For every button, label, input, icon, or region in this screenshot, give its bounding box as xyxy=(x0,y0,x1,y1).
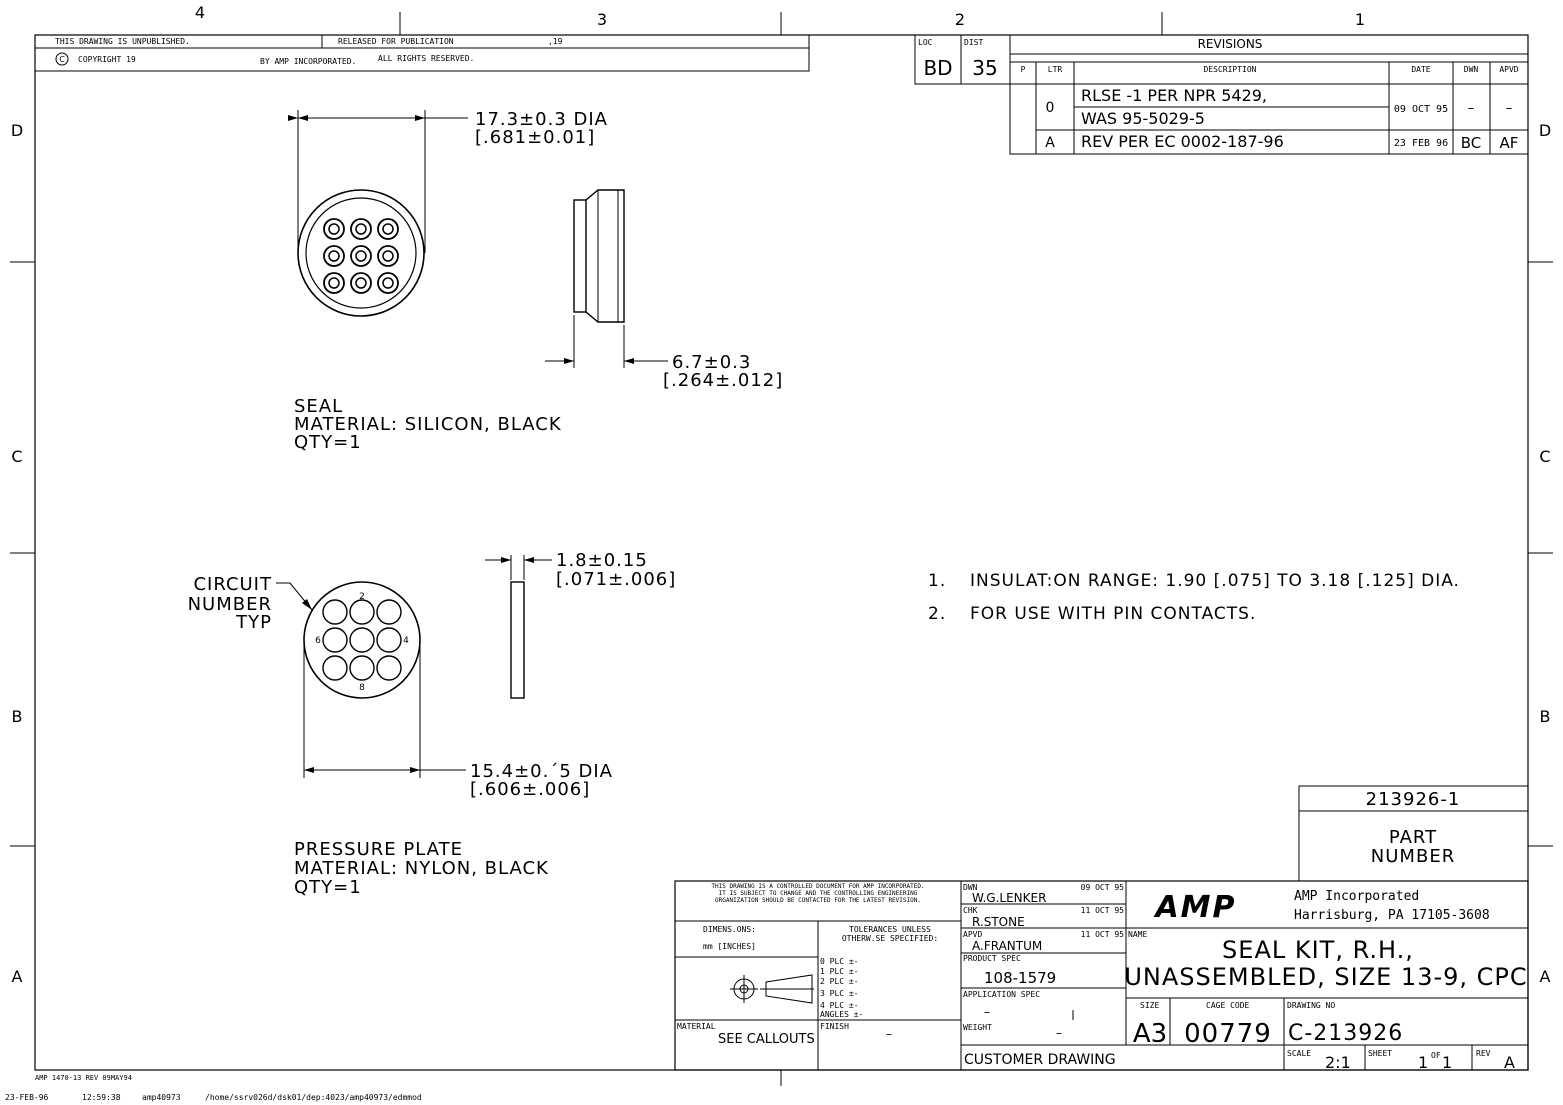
sheet-value: 1 xyxy=(1418,1053,1429,1072)
zone-top-3: 3 xyxy=(596,10,608,29)
seal-diameter-in: [.681±0.01] xyxy=(475,127,596,148)
seal-thickness-mm: 6.7±0.3 xyxy=(672,352,752,373)
dwn-date: 09 OCT 95 xyxy=(1080,883,1124,892)
form-number: AMP 1470-13 REV 09MAY94 xyxy=(35,1074,132,1082)
seal-diameter-mm: 17.3±0.3 DIA xyxy=(475,109,608,130)
circuit-number-label: 2 xyxy=(359,592,365,602)
scale-value: 2:1 xyxy=(1325,1053,1351,1072)
material-value: SEE CALLOUTS xyxy=(718,1032,815,1047)
product-spec-label: PRODUCT SPEC xyxy=(963,954,1021,963)
zone-left-c: C xyxy=(11,447,23,466)
plot-user: amp40973 xyxy=(142,1093,181,1102)
customer-drawing: CUSTOMER DRAWING xyxy=(964,1052,1116,1068)
seal-name: SEAL xyxy=(294,396,344,417)
weight-label: WEIGHT xyxy=(963,1023,992,1032)
drawing-no-value: C-213926 xyxy=(1288,1021,1404,1046)
tolerance-heading: OTHERW.SE SPECIFIED: xyxy=(841,934,939,943)
third-angle-projection-symbol xyxy=(730,975,814,1003)
rev-col-date: DATE xyxy=(1411,65,1431,74)
zone-top-2: 2 xyxy=(954,10,966,29)
loc-value: BD xyxy=(923,56,953,80)
dwn-label: DWN xyxy=(963,883,978,892)
seal-front-view xyxy=(298,110,468,316)
rev-row-desc: RLSE -1 PER NPR 5429, xyxy=(1081,86,1268,105)
circuit-number-label: 4 xyxy=(403,636,409,646)
rev-row-dwn: BC xyxy=(1460,134,1482,152)
finish-value: – xyxy=(886,1027,892,1041)
of-label: OF xyxy=(1431,1051,1441,1060)
zone-top-4: 4 xyxy=(194,3,206,22)
zone-left-a: A xyxy=(11,967,23,986)
dist-value: 35 xyxy=(972,56,998,80)
circuit-number-label: 8 xyxy=(359,683,365,693)
weight-value: – xyxy=(1056,1026,1062,1040)
chk-date: 11 OCT 95 xyxy=(1080,906,1124,915)
cage-code-label: CAGE CODE xyxy=(1206,1001,1250,1010)
zone-right-d: D xyxy=(1538,121,1552,140)
finish-label: FINISH xyxy=(820,1022,849,1031)
rev-row-date: 09 OCT 95 xyxy=(1393,104,1449,115)
rev-col-p: P xyxy=(1020,65,1026,74)
by-amp-text: BY AMP INCORPORATED. xyxy=(260,57,357,66)
seal-thickness-in: [.264±.012] xyxy=(663,370,784,391)
tolerance-row: ANGLES ±- xyxy=(820,1010,864,1019)
dimensions-label: DIMENS.ONS: xyxy=(703,925,756,934)
plate-diameter-in: [.606±.006] xyxy=(470,779,591,800)
plot-date: 23-FEB-96 xyxy=(5,1093,49,1102)
plate-front-view xyxy=(276,582,466,778)
part-number-label: NUMBER xyxy=(1370,846,1456,867)
apvd-label: APVD xyxy=(963,930,983,939)
rev-col-description: DESCRIPTION xyxy=(1203,65,1257,74)
plot-time: 12:59:38 xyxy=(82,1093,121,1102)
circuit-callout: CIRCUIT xyxy=(193,574,272,595)
circuit-number-label: 6 xyxy=(315,636,321,646)
note-text: FOR USE WITH PIN CONTACTS. xyxy=(970,604,1257,624)
tolerance-row: 4 PLC ±- xyxy=(820,1001,859,1010)
of-value: 1 xyxy=(1442,1053,1453,1072)
seal-side-view xyxy=(545,190,668,368)
zone-right-b: B xyxy=(1539,707,1551,726)
apvd-date: 11 OCT 95 xyxy=(1080,930,1124,939)
control-note: IT IS SUBJECT TO CHANGE AND THE CONTROLLING ENGINEERING xyxy=(718,890,918,897)
plate-side-view xyxy=(485,555,552,698)
rev-row-dwn: – xyxy=(1467,101,1475,116)
zone-top-1: 1 xyxy=(1354,10,1366,29)
rev-col-dwn: DWN xyxy=(1463,65,1479,74)
part-number-label: PART xyxy=(1388,827,1438,848)
scale-label: SCALE xyxy=(1287,1049,1312,1058)
rev-row-ltr: 0 xyxy=(1045,100,1055,116)
sheet-label: SHEET xyxy=(1368,1049,1393,1058)
zone-left-b: B xyxy=(11,707,23,726)
drawing-no-label: DRAWING NO xyxy=(1287,1001,1336,1010)
rev-value: A xyxy=(1504,1053,1515,1072)
plate-material: MATERIAL: NYLON, BLACK xyxy=(294,858,549,879)
tolerance-row: 3 PLC ±- xyxy=(820,989,859,998)
seal-holes xyxy=(324,219,398,293)
rev-col-apvd: APVD xyxy=(1499,65,1519,74)
material-label: MATERIAL xyxy=(677,1022,716,1031)
note-text: INSULAT:ON RANGE: 1.90 [.075] TO 3.18 [.125] DIA. xyxy=(970,571,1460,591)
application-spec-value: – xyxy=(984,1005,990,1019)
cage-code-value: 00779 xyxy=(1184,1019,1272,1049)
chk-label: CHK xyxy=(963,906,978,915)
note-number: 2. xyxy=(928,604,947,624)
revisions-title: REVISIONS xyxy=(1197,37,1263,51)
control-note: ORGANIZATION SHOULD BE CONTACTED FOR THE LATEST REVISION. xyxy=(715,897,921,904)
plate-name: PRESSURE PLATE xyxy=(294,839,463,860)
tolerance-row: 2 PLC ±- xyxy=(820,977,859,986)
rev-row-desc: REV PER EC 0002-187-96 xyxy=(1081,132,1284,151)
dist-label: DIST xyxy=(964,38,984,47)
unpublished-text: THIS DRAWING IS UNPUBLISHED. xyxy=(55,37,190,46)
plate-thickness-mm: 1.8±0.15 xyxy=(556,550,648,571)
circuit-callout: TYP xyxy=(236,612,272,633)
released-text: RELEASED FOR PUBLICATION xyxy=(338,37,454,46)
drawing-title: SEAL KIT, R.H., xyxy=(1222,936,1414,964)
company-address: Harrisburg, PA 17105-3608 xyxy=(1294,908,1490,923)
plate-qty: QTY=1 xyxy=(294,877,362,898)
name-label: NAME xyxy=(1128,930,1148,939)
size-value: A3 xyxy=(1132,1019,1168,1049)
amp-logo: AMP xyxy=(1155,890,1237,925)
copyright-symbol: C xyxy=(59,55,65,64)
seal-qty: QTY=1 xyxy=(294,432,362,453)
rights-text: ALL RIGHTS RESERVED. xyxy=(378,54,475,63)
plate-thickness-in: [.071±.006] xyxy=(556,569,677,590)
zone-right-c: C xyxy=(1539,447,1551,466)
dimensions-units: mm [INCHES] xyxy=(703,942,756,951)
drawing-title: UNASSEMBLED, SIZE 13-9, CPC xyxy=(1124,963,1528,991)
loc-label: LOC xyxy=(918,38,933,47)
control-note: THIS DRAWING IS A CONTROLLED DOCUMENT FOR AMP INCORPORATED. xyxy=(711,883,925,890)
part-number-value: 213926-1 xyxy=(1365,789,1461,810)
rev-row-apvd: AF xyxy=(1499,134,1519,152)
copyright-text: COPYRIGHT 19 xyxy=(78,55,136,64)
rev-row-desc: WAS 95-5029-5 xyxy=(1081,109,1205,128)
note-number: 1. xyxy=(928,571,947,591)
zone-left-d: D xyxy=(10,121,24,140)
size-label: SIZE xyxy=(1140,1001,1160,1010)
tolerance-heading: TOLERANCES UNLESS xyxy=(849,925,931,934)
released-year: ,19 xyxy=(548,37,563,46)
plate-diameter-mm: 15.4±0.´5 DIA xyxy=(470,761,613,782)
tolerance-row: 0 PLC ±- xyxy=(820,957,859,966)
chk-name: R.STONE xyxy=(972,915,1025,929)
dwn-name: W.G.LENKER xyxy=(972,891,1047,905)
rev-row-apvd: – xyxy=(1505,101,1513,116)
company-name: AMP Incorporated xyxy=(1294,889,1420,904)
rev-row-ltr: A xyxy=(1045,135,1055,151)
application-spec-label: APPLICATION SPEC xyxy=(963,990,1041,999)
tolerance-row: 1 PLC ±- xyxy=(820,967,859,976)
drawing-border xyxy=(10,12,1553,1086)
zone-right-a: A xyxy=(1539,967,1551,986)
apvd-name: A.FRANTUM xyxy=(972,939,1043,953)
rev-label: REV xyxy=(1476,1049,1491,1058)
rev-col-ltr: LTR xyxy=(1047,65,1063,74)
plot-path: /home/ssrv026d/dsk01/dep:4023/amp40973/edmmod xyxy=(205,1093,422,1102)
seal-material: MATERIAL: SILICON, BLACK xyxy=(294,414,562,435)
circuit-callout: NUMBER xyxy=(187,594,272,615)
rev-row-date: 23 FEB 96 xyxy=(1393,138,1449,149)
product-spec-value: 108-1579 xyxy=(984,969,1057,987)
